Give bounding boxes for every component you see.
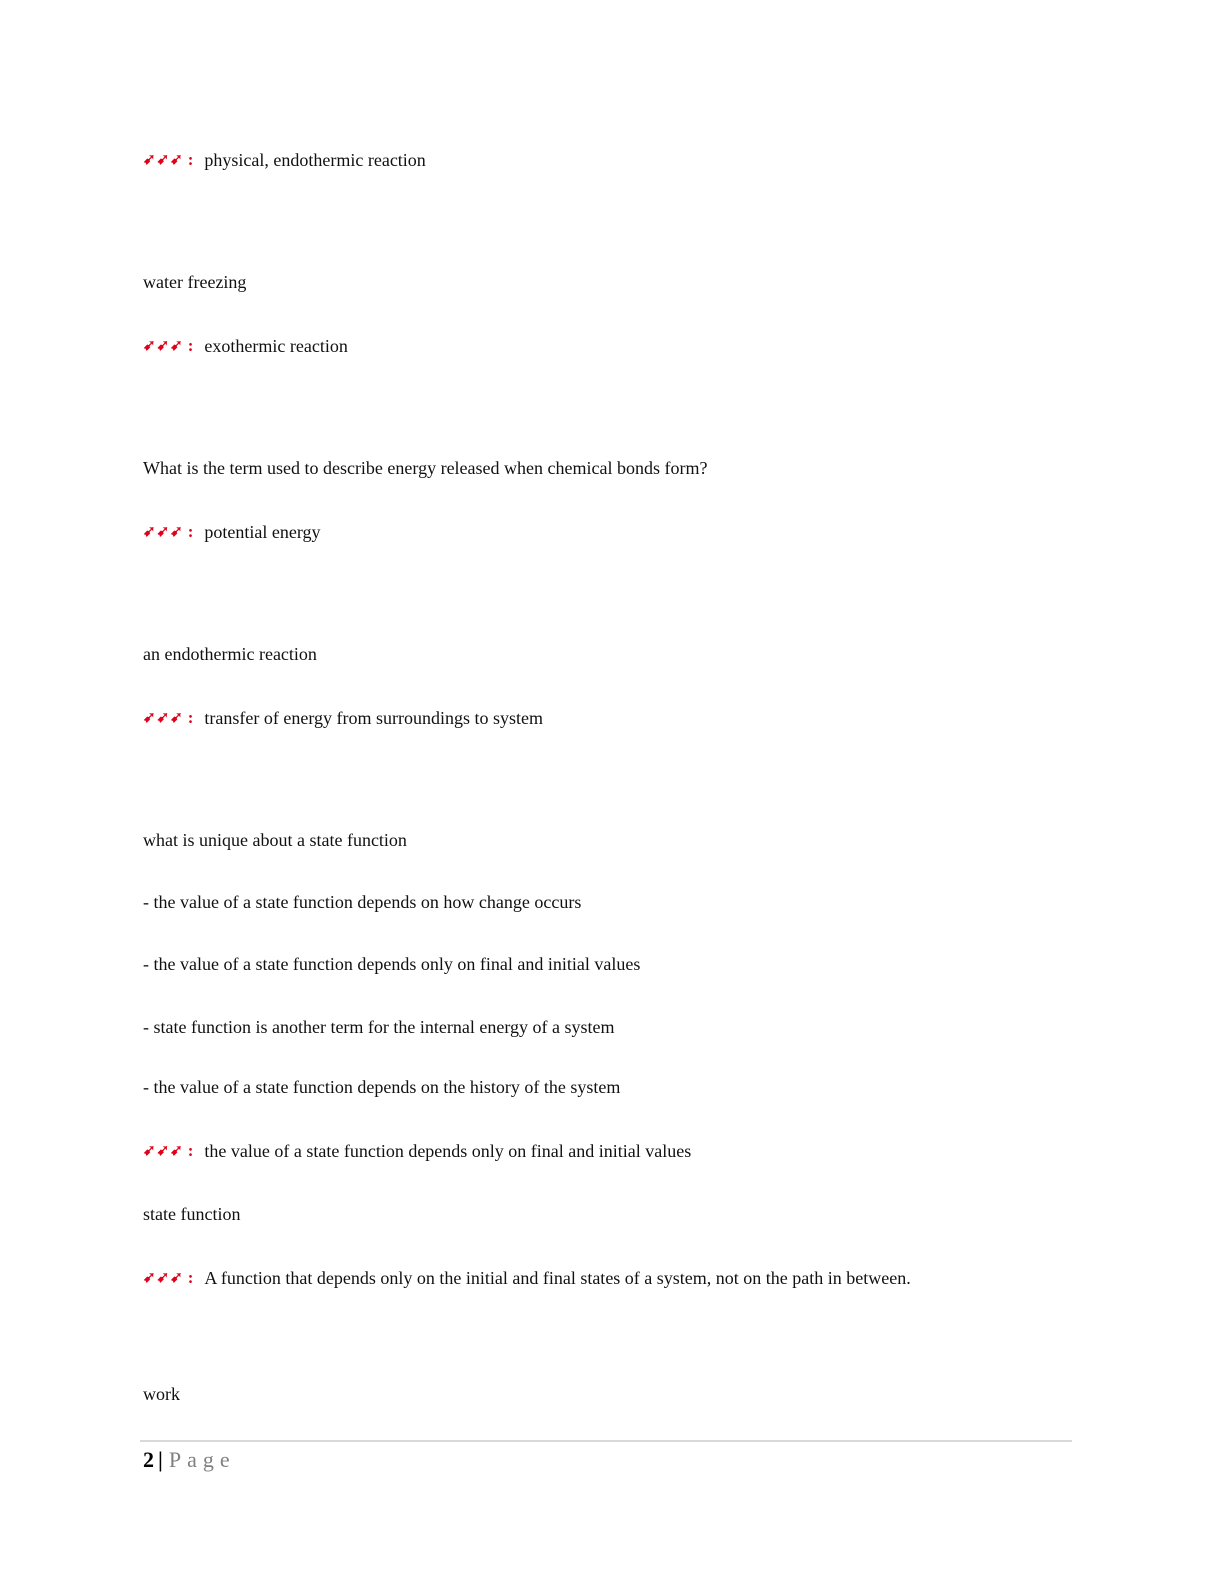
question-text: state function bbox=[143, 1204, 241, 1224]
option-text: - state function is another term for the internal energy of a system bbox=[143, 1017, 615, 1037]
answer-line bbox=[143, 335, 348, 357]
red-arrows-icon: ➹➹➹ : bbox=[143, 336, 195, 355]
red-arrows-icon: ➹➹➹ : bbox=[143, 1141, 195, 1160]
answer-text: physical, endothermic reaction bbox=[204, 150, 426, 170]
page-number: 2 bbox=[143, 1447, 154, 1472]
answer-line bbox=[143, 707, 543, 729]
footer-divider bbox=[140, 1440, 1072, 1442]
answer-line bbox=[143, 521, 321, 543]
question-text: water freezing bbox=[143, 272, 247, 292]
option-text: - the value of a state function depends only on final and initial values bbox=[143, 954, 641, 974]
answer-line bbox=[143, 149, 426, 171]
option-text: - the value of a state function depends on the history of the system bbox=[143, 1077, 621, 1097]
footer-separator: | bbox=[158, 1447, 163, 1472]
question-text: What is the term used to describe energy released when chemical bonds form? bbox=[143, 458, 708, 478]
page-footer bbox=[143, 1447, 236, 1473]
page-label: Page bbox=[168, 1447, 236, 1472]
red-arrows-icon: ➹➹➹ : bbox=[143, 522, 195, 541]
red-arrows-icon: ➹➹➹ : bbox=[143, 1268, 195, 1287]
question-text: work bbox=[143, 1384, 180, 1404]
answer-line bbox=[143, 1267, 911, 1289]
answer-text: A function that depends only on the initial and final states of a system, not on the path in between. bbox=[204, 1268, 911, 1288]
question-text: an endothermic reaction bbox=[143, 644, 317, 664]
answer-line bbox=[143, 1140, 691, 1162]
option-text: - the value of a state function depends on how change occurs bbox=[143, 892, 582, 912]
red-arrows-icon: ➹➹➹ : bbox=[143, 708, 195, 727]
answer-text: transfer of energy from surroundings to system bbox=[204, 708, 543, 728]
answer-text: potential energy bbox=[204, 522, 321, 542]
red-arrows-icon: ➹➹➹ : bbox=[143, 150, 195, 169]
question-text: what is unique about a state function bbox=[143, 830, 407, 850]
answer-text: exothermic reaction bbox=[204, 336, 348, 356]
answer-text: the value of a state function depends only on final and initial values bbox=[204, 1141, 692, 1161]
